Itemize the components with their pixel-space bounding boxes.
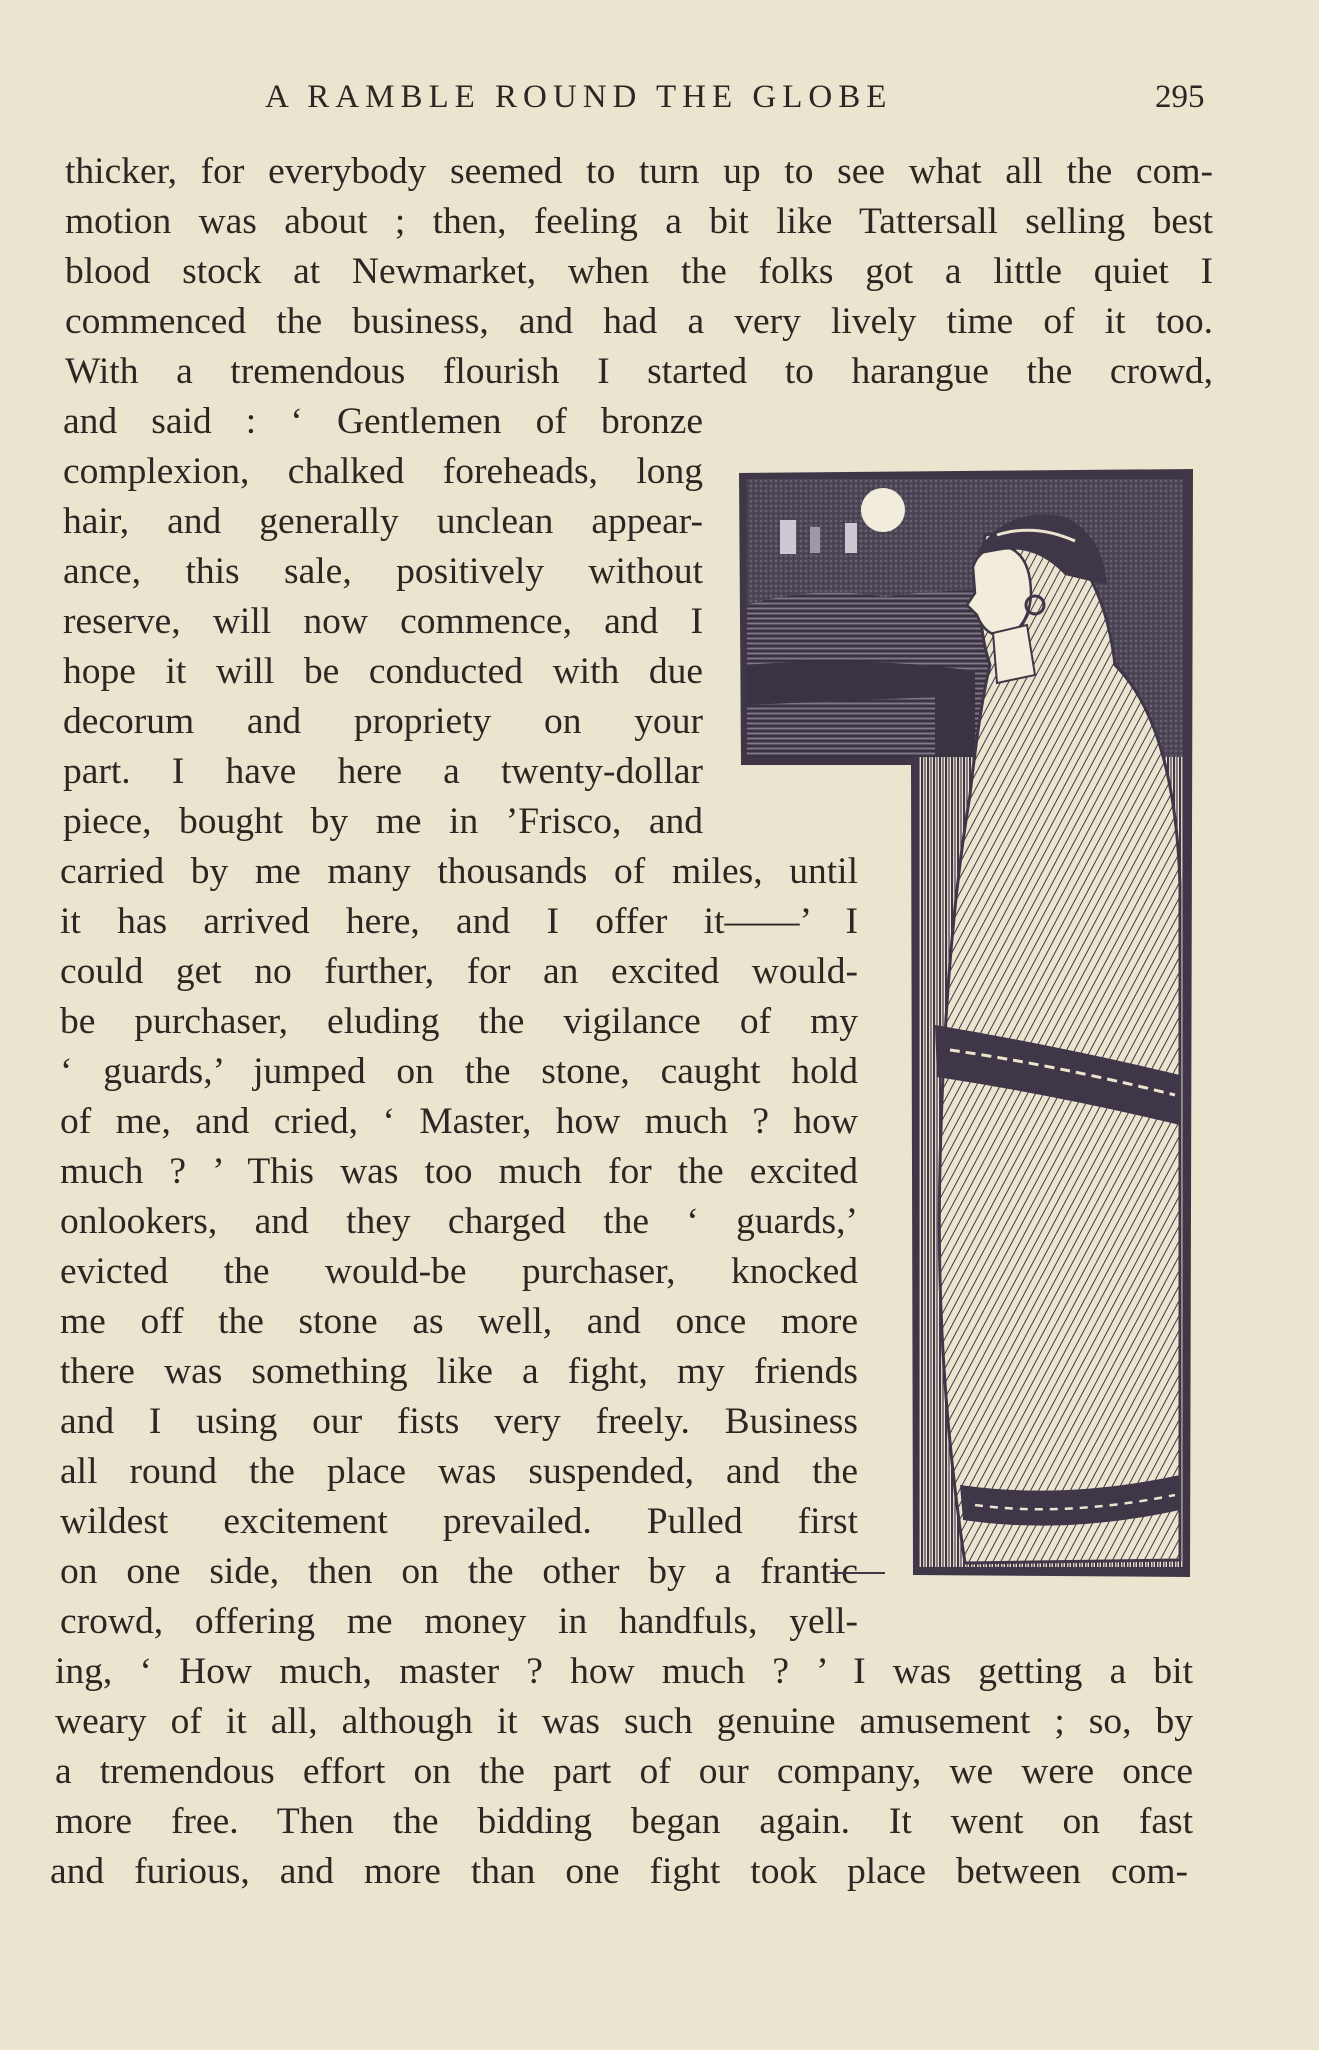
text-line: carried by me many thousands of miles, until (60, 851, 858, 892)
text-line: ‘ guards,’ jumped on the stone, caught hold (60, 1051, 858, 1092)
text-line: wildest excitement prevailed. Pulled first (60, 1501, 858, 1542)
text-line: ing, ‘ How much, master ? how much ? ’ I was getting a bit (55, 1651, 1193, 1692)
text-line: ance, this sale, positively without (63, 551, 703, 592)
text-line: be purchaser, eluding the vigilance of my (60, 1001, 858, 1042)
text-line: there was something like a fight, my friends (60, 1351, 858, 1392)
text-line: motion was about ; then, feeling a bit like Tattersall selling best (65, 201, 1213, 242)
text-line: crowd, offering me money in handfuls, yell- (60, 1601, 858, 1642)
decorative-initial-t-figure-icon (735, 465, 1195, 1580)
text-line: and said : ‘ Gentlemen of bronze (63, 401, 703, 442)
text-line: decorum and propriety on your (63, 701, 703, 742)
running-head (0, 72, 1319, 122)
text-line: part. I have here a twenty-dollar (63, 751, 703, 792)
text-line: onlookers, and they charged the ‘ guards,’ (60, 1201, 858, 1242)
text-line: me off the stone as well, and once more (60, 1301, 858, 1342)
text-line: hair, and generally unclean appear- (63, 501, 703, 542)
text-line: on one side, then on the other by a frantic (60, 1551, 858, 1592)
text-line: and furious, and more than one fight took place between com- (50, 1851, 1188, 1892)
text-line: it has arrived here, and I offer it——’ I (60, 901, 858, 942)
text-line: thicker, for everybody seemed to turn up to see what all the com- (65, 151, 1213, 192)
text-line: and I using our fists very freely. Business (60, 1401, 858, 1442)
page-number: 295 (1155, 79, 1205, 115)
text-line: hope it will be conducted with due (63, 651, 703, 692)
text-line: of me, and cried, ‘ Master, how much ? how (60, 1101, 858, 1142)
text-line: more free. Then the bidding began again. It went on fast (55, 1801, 1193, 1842)
text-line: reserve, will now commence, and I (63, 601, 703, 642)
text-line: could get no further, for an excited would- (60, 951, 858, 992)
text-line: all round the place was suspended, and the (60, 1451, 858, 1492)
text-line: weary of it all, although it was such genuine amusement ; so, by (55, 1701, 1193, 1742)
text-line: piece, bought by me in ’Frisco, and (63, 801, 703, 842)
text-line: blood stock at Newmarket, when the folks got a little quiet I (65, 251, 1213, 292)
text-line: commenced the business, and had a very lively time of it too. (65, 301, 1213, 342)
running-title: A RAMBLE ROUND THE GLOBE (265, 79, 893, 115)
text-line: With a tremendous flourish I started to harangue the crowd, (65, 351, 1213, 392)
text-line: much ? ’ This was too much for the excited (60, 1151, 858, 1192)
text-line: evicted the would-be purchaser, knocked (60, 1251, 858, 1292)
text-line: complexion, chalked foreheads, long (63, 451, 703, 492)
text-line: a tremendous effort on the part of our company, we were once (55, 1751, 1193, 1792)
